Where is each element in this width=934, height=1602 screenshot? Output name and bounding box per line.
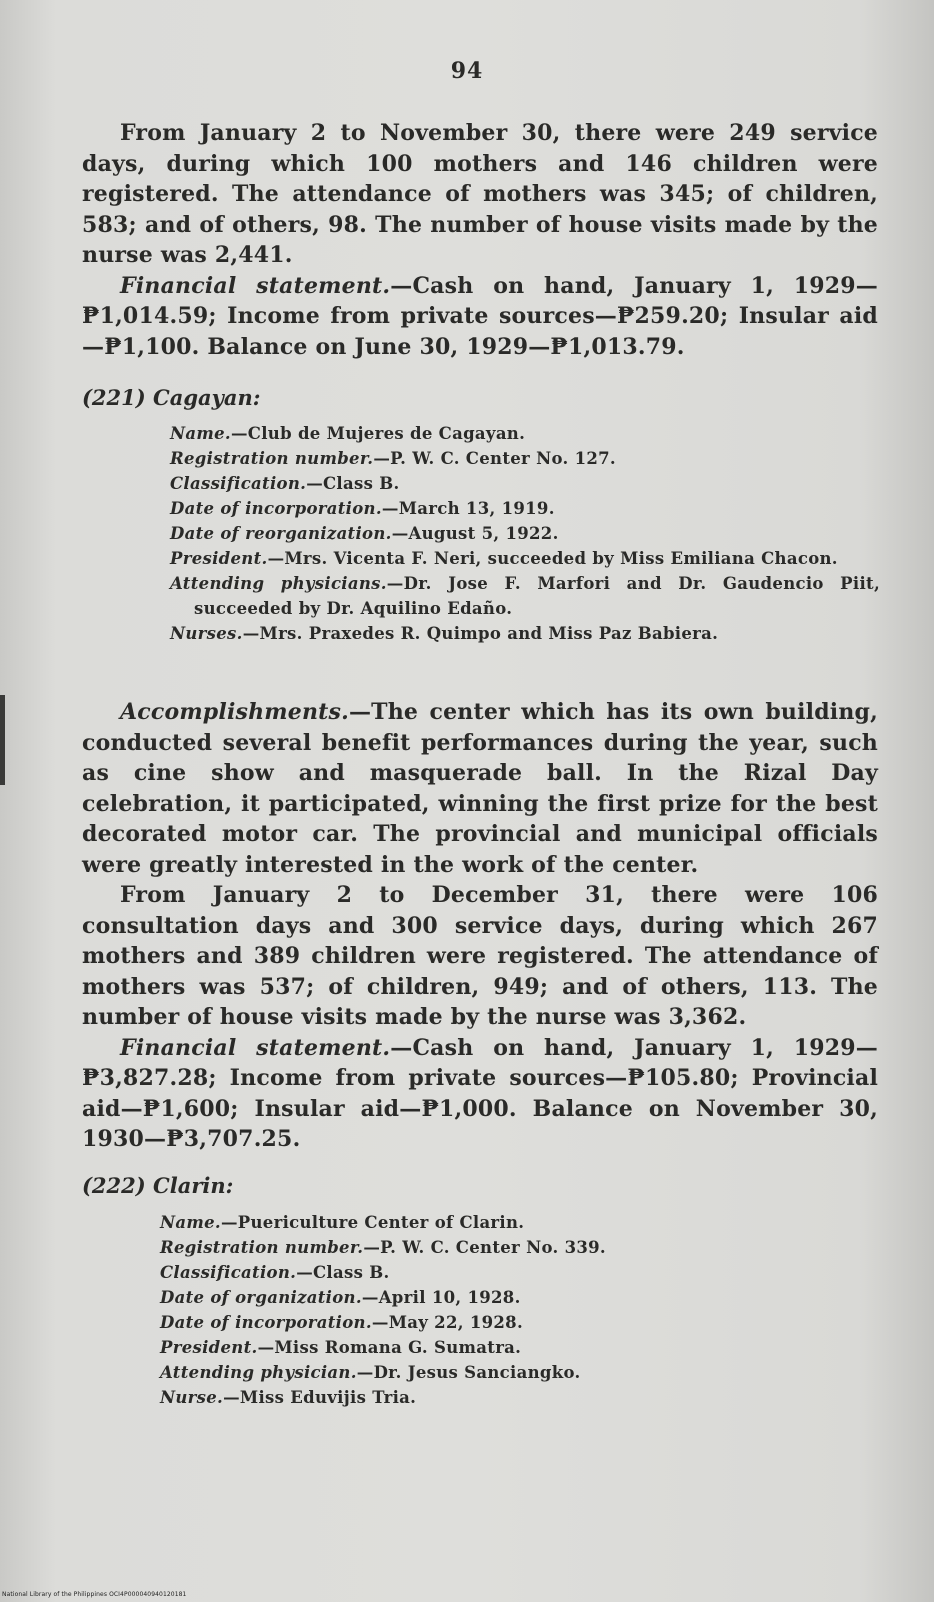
detail-registration-number: Registration number.—P. W. C. Center No. 127.: [170, 449, 616, 468]
detail-registration-number: Registration number.—P. W. C. Center No. 339.: [160, 1238, 606, 1257]
intro-block: [82, 118, 878, 362]
paragraph-financial-statement-2: [82, 1033, 878, 1155]
section-222-heading: [82, 1173, 878, 1198]
scan-footer: National Library of the Philippines OCI4P000040940120181: [2, 1591, 187, 1598]
paragraph-accomplishments: [82, 697, 878, 880]
detail-name: Name.—Club de Mujeres de Cagayan.: [170, 424, 526, 443]
section-number: (222): [82, 1173, 146, 1198]
section-title: Cagayan:: [153, 385, 261, 410]
detail-president: President.—Miss Romana G. Sumatra.: [160, 1338, 522, 1357]
financial-statement-text-2: —Cash on hand, January 1, 1929—₱3,827.28; Income from private sources—₱105.80; Provincial aid—₱1,600; Insular aid—₱1,000. Balance on November 30, 1930—₱3,707.25.: [82, 1034, 879, 1152]
detail-classification: Classification.—Class B.: [170, 474, 400, 493]
accomplishments-label: Accomplishments.: [120, 699, 349, 725]
section-222-details: [160, 1210, 870, 1410]
financial-statement-label-2: Financial statement.: [120, 1034, 391, 1061]
page-edge-mark: [0, 695, 5, 785]
financial-statement-label: Financial statement.: [120, 272, 391, 299]
detail-date-of-incorporation: Date of incorporation.—May 22, 1928.: [160, 1313, 523, 1332]
financial-statement-text: —Cash on hand, January 1, 1929—₱1,014.59; Income from private sources—₱259.20; Insular aid—₱1,100. Balance on June 30, 1929—₱1,013.79.: [82, 272, 879, 360]
detail-nurses: Nurses.—Mrs. Praxedes R. Quimpo and Miss Paz Babiera.: [170, 624, 719, 643]
paragraph-service-days: From January 2 to November 30, there were 249 service days, during which 100 mothers and 146 children were registered. The attendance of mothers was 345; of children, 583; and of others, 98. The number of house visits made by the nurse was 2,441.: [82, 120, 878, 268]
paragraph-consultation-stats: From January 2 to December 31, there were 106 consultation days and 300 service days, during which 267 mothers and 389 children were registered. The attendance of mothers was 537; of children, 949; and of others, 113. The number of house visits made by the nurse was 3,362.: [82, 882, 878, 1030]
accomplishments-text: —The center which has its own building, conducted several benefit performances during the year, such as cine show and masquerade ball. In the Rizal Day celebration, it participated, winning the first prize for the best decorated motor car. The provincial and municipal officials were greatly interested in the work of the center.: [82, 699, 878, 878]
paragraph-financial-statement-1: [82, 271, 878, 363]
detail-president: President.—Mrs. Vicenta F. Neri, succeeded by Miss Emiliana Chacon.: [170, 549, 838, 568]
section-221-details: [170, 421, 880, 646]
detail-attending-physicians: Attending physicians.—Dr. Jose F. Marfori and Dr. Gaudencio Piit, succeeded by Dr. Aquilino Edaño.: [170, 574, 880, 618]
detail-date-of-organization: Date of organization.—April 10, 1928.: [160, 1288, 521, 1307]
detail-attending-physician: Attending physician.—Dr. Jesus Sanciangko.: [160, 1363, 581, 1382]
section-221-heading: [82, 385, 878, 410]
detail-date-of-reorganization: Date of reorganization.—August 5, 1922.: [170, 524, 559, 543]
section-title: Clarin:: [153, 1173, 234, 1198]
section-number: (221): [82, 385, 146, 410]
section-221-body: [82, 697, 878, 1155]
detail-name: Name.—Puericulture Center of Clarin.: [160, 1213, 525, 1232]
detail-classification: Classification.—Class B.: [160, 1263, 390, 1282]
detail-date-of-incorporation: Date of incorporation.—March 13, 1919.: [170, 499, 555, 518]
detail-nurse: Nurse.—Miss Eduvijis Tria.: [160, 1388, 417, 1407]
page-number: 94: [450, 58, 484, 84]
